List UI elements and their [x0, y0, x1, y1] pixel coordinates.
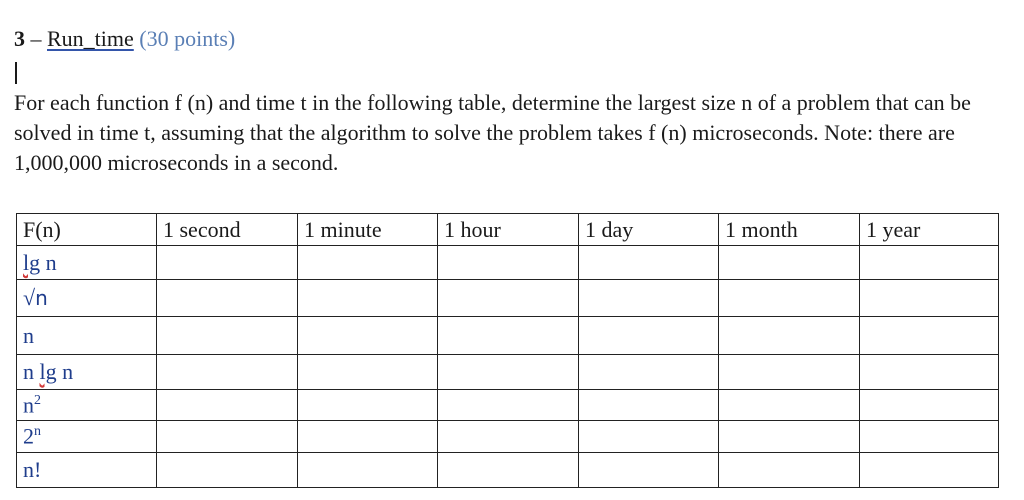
table-row [17, 453, 999, 488]
table-row [17, 355, 999, 390]
section-points: (30 points) [139, 26, 236, 51]
cell-input[interactable] [157, 421, 298, 453]
table-row [17, 390, 999, 421]
cell-input[interactable] [860, 453, 999, 488]
table-row [17, 280, 999, 317]
header-1-day: 1 day [579, 214, 719, 246]
cell-input[interactable] [157, 317, 298, 355]
cell-input[interactable] [860, 280, 999, 317]
cell-input[interactable] [719, 390, 860, 421]
n2-base: n [23, 392, 34, 418]
cell-input[interactable] [719, 246, 860, 280]
table-header-row [17, 214, 999, 246]
n2-exp: 2 [34, 392, 41, 408]
cell-input[interactable] [438, 246, 579, 280]
cell-input[interactable] [157, 453, 298, 488]
sqrt-var: n [35, 286, 48, 310]
cell-input[interactable] [579, 390, 719, 421]
cell-input[interactable] [719, 453, 860, 488]
table-row [17, 421, 999, 453]
cell-input[interactable] [719, 355, 860, 390]
fn-sqrt-n [17, 280, 157, 317]
cell-input[interactable] [298, 390, 438, 421]
header-1-minute: 1 minute [298, 214, 438, 246]
cell-input[interactable] [860, 246, 999, 280]
cell-input[interactable] [438, 421, 579, 453]
cell-input[interactable] [157, 390, 298, 421]
cell-input[interactable] [579, 421, 719, 453]
cell-input[interactable] [298, 355, 438, 390]
fn-n-lg-n [17, 355, 157, 390]
fn-n: n [17, 317, 157, 355]
header-fn: F(n) [17, 214, 157, 246]
cell-input[interactable] [298, 246, 438, 280]
runtime-table [16, 213, 999, 488]
section-heading [14, 24, 235, 54]
sqrt-symbol: √ [23, 285, 36, 310]
nlgn-n: n [23, 359, 34, 384]
table-row [17, 317, 999, 355]
header-1-second: 1 second [157, 214, 298, 246]
cell-input[interactable] [860, 421, 999, 453]
cell-input[interactable] [438, 280, 579, 317]
header-1-hour: 1 hour [438, 214, 579, 246]
twon-base: 2 [23, 423, 34, 449]
header-1-month: 1 month [719, 214, 860, 246]
cell-input[interactable] [579, 246, 719, 280]
cell-input[interactable] [579, 317, 719, 355]
cell-input[interactable] [438, 317, 579, 355]
heading-dash: – [30, 26, 42, 51]
table-row [17, 246, 999, 280]
cell-input[interactable] [579, 453, 719, 488]
fn-lg: lg [23, 249, 41, 275]
cell-input[interactable] [157, 355, 298, 390]
section-number: 3 [14, 26, 25, 51]
fn-2-to-n [17, 421, 157, 453]
cell-input[interactable] [579, 280, 719, 317]
cell-input[interactable] [579, 355, 719, 390]
fn-lg-n [17, 246, 157, 280]
section-title: Run_time [47, 26, 134, 51]
cell-input[interactable] [719, 421, 860, 453]
cell-input[interactable] [719, 317, 860, 355]
header-1-year: 1 year [860, 214, 999, 246]
cell-input[interactable] [719, 280, 860, 317]
twon-exp: n [34, 424, 41, 440]
cell-input[interactable] [298, 317, 438, 355]
fn-n-squared [17, 390, 157, 421]
cell-input[interactable] [157, 246, 298, 280]
cell-input[interactable] [157, 280, 298, 317]
cell-input[interactable] [438, 355, 579, 390]
cell-input[interactable] [298, 421, 438, 453]
fn-n-factorial: n! [17, 453, 157, 488]
instruction-paragraph: For each function f (n) and time t in the following table, determine the largest size n of a problem that can be solved in time t, assuming that the algorithm to solve the problem takes f (n) microseconds. Note: there are 1,000,000 microseconds in a second. [14, 90, 971, 175]
cell-input[interactable] [860, 390, 999, 421]
cell-input[interactable] [438, 390, 579, 421]
nlgn-n2: n [62, 359, 74, 384]
cell-input[interactable] [860, 355, 999, 390]
cell-input[interactable] [298, 453, 438, 488]
fn-lg-var: n [45, 249, 57, 275]
nlgn-lg: lg [39, 359, 57, 384]
cell-input[interactable] [438, 453, 579, 488]
text-cursor [15, 62, 17, 84]
cell-input[interactable] [298, 280, 438, 317]
cell-input[interactable] [860, 317, 999, 355]
